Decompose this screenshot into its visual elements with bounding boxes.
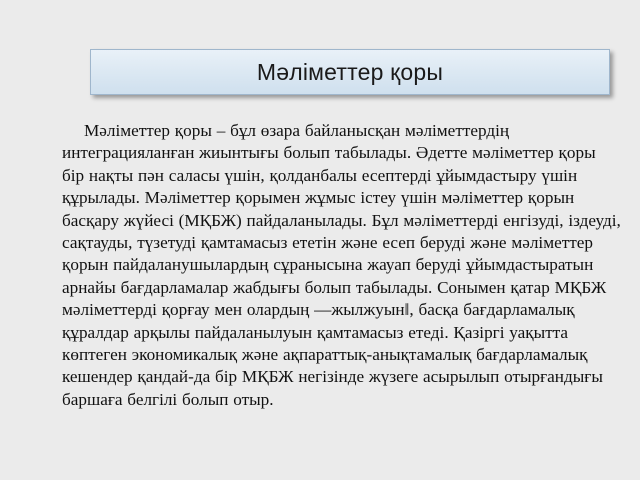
slide-body-text: Мәліметтер қоры – бұл өзара байланысқан мәліметтердің интеграцияланған жиынтығы болып табылады. Әдетте мәліметтер қоры бір нақты пән саласы үшін, қолданбалы есептерді ұйымдастыру үшін құрылады. Мәліметтер қорымен жұмыс істеу үшін мәліметтер қорын басқару жүйесі (МҚБЖ) пайдаланылады. Бұл мәліметтерді енгізуді, іздеуді, сақтауды, түзетуді қамтамасыз ететін және есеп беруді және мәліметтер қорын пайдаланушылардың сұранысына жауап беруді ұйымдастыратын арнайы бағдарламалар жабдығы болып табылады. Сонымен қатар МҚБЖ мәліметтерді қорғау мен олардың ―жылжуын‖, басқа бағдарламалық құралдар арқылы пайдаланылуын қамтамасыз етеді. Қазіргі уақытта көптеген экономикалық және ақпараттық-анықтамалық бағдарламалық кешендер қандай-да бір МҚБЖ негізінде жүзеге асырылып отырғандығы баршаға белгілі болып отыр. bbox=[62, 121, 621, 409]
title-box bbox=[90, 49, 610, 95]
slide-title: Мәліметтер қоры bbox=[256, 58, 444, 85]
